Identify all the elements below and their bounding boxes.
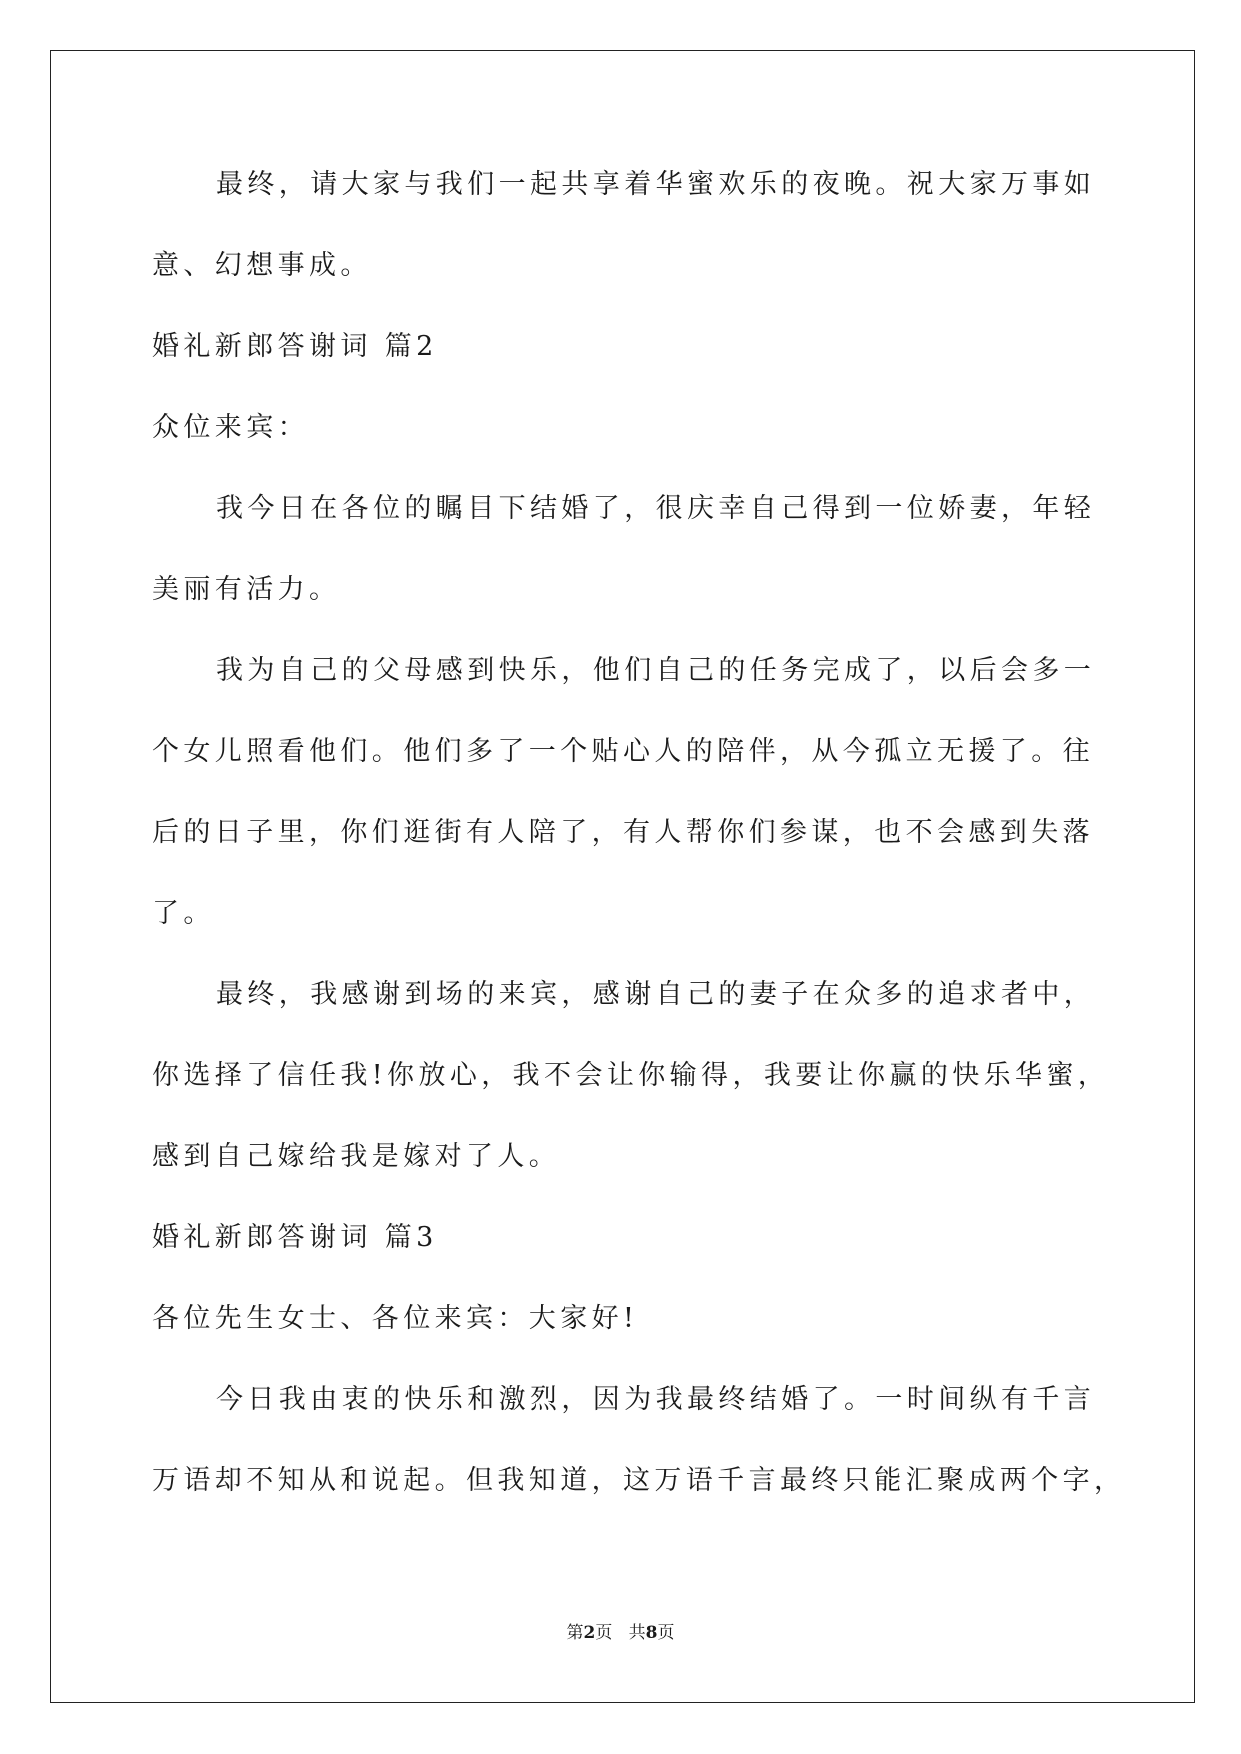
page-border bbox=[50, 50, 1195, 1703]
page-suffix: 页 bbox=[595, 1623, 613, 1643]
total-prefix: 共 bbox=[628, 1623, 646, 1643]
section-heading: 婚礼新郎答谢词 篇2 bbox=[152, 331, 438, 362]
paragraph-line: 万语却不知从和说起。但我知道，这万语千言最终只能汇聚成两个字， bbox=[152, 1465, 1126, 1496]
paragraph-line: 美丽有活力。 bbox=[152, 574, 341, 605]
total-pages: 8 bbox=[645, 1623, 658, 1643]
paragraph-line: 个女儿照看他们。他们多了一个贴心人的陪伴，从今孤立无援了。往 bbox=[152, 736, 1094, 767]
paragraph-line: 我今日在各位的瞩目下结婚了，很庆幸自己得到一位娇妻，年轻 bbox=[216, 493, 1096, 524]
paragraph-line: 感到自己嫁给我是嫁对了人。 bbox=[152, 1141, 561, 1172]
paragraph-line: 最终，我感谢到场的来宾，感谢自己的妻子在众多的追求者中， bbox=[216, 979, 1096, 1010]
paragraph-line: 今日我由衷的快乐和激烈，因为我最终结婚了。一时间纵有千言 bbox=[216, 1384, 1096, 1415]
paragraph-line: 了。 bbox=[152, 898, 215, 929]
page-number: 2 bbox=[583, 1623, 596, 1643]
total-suffix: 页 bbox=[657, 1623, 675, 1643]
paragraph-line: 你选择了信任我!你放心，我不会让你输得，我要让你赢的快乐华蜜， bbox=[152, 1060, 1110, 1091]
salutation: 各位先生女士、各位来宾：大家好! bbox=[152, 1303, 639, 1334]
paragraph-line: 最终，请大家与我们一起共享着华蜜欢乐的夜晚。祝大家万事如 bbox=[216, 169, 1096, 200]
section-heading: 婚礼新郎答谢词 篇3 bbox=[152, 1222, 438, 1253]
page-prefix: 第 bbox=[566, 1623, 584, 1643]
paragraph-line: 意、幻想事成。 bbox=[152, 250, 372, 281]
salutation: 众位来宾： bbox=[152, 412, 309, 443]
paragraph-line: 我为自己的父母感到快乐，他们自己的任务完成了，以后会多一 bbox=[216, 655, 1096, 686]
paragraph-line: 后的日子里，你们逛街有人陪了，有人帮你们参谋，也不会感到失落 bbox=[152, 817, 1094, 848]
page-footer bbox=[0, 1621, 1241, 1645]
